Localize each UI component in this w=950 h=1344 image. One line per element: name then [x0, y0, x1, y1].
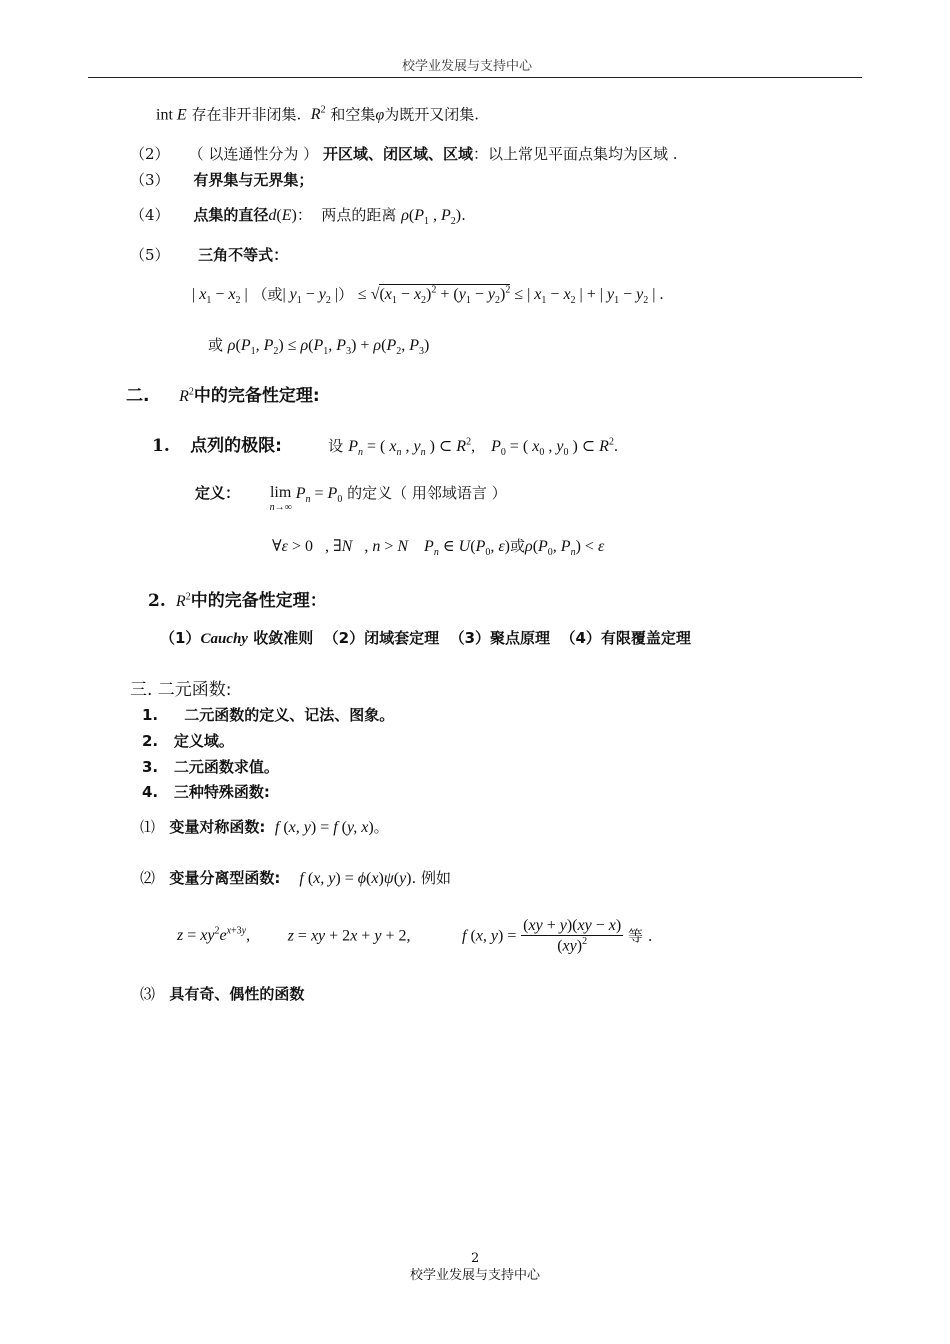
theorem-1-number: （1）: [160, 629, 201, 647]
item-3-text: 有界集与无界集；: [193, 171, 314, 189]
formula-diameter: d(E): [268, 207, 297, 224]
formula-example-1: $z = xy^2e^{x+3y}$,: [177, 926, 251, 945]
formula-point-sequence: $P_n$ = ( $x_n$ , $y_n$ ) ⊂ $R^2$, $P_0$ = ( $x_0$ , $y_0$ ) ⊂ $R^2$.: [348, 436, 618, 459]
header-rule: [88, 77, 862, 78]
section-3-item-1: [142, 706, 394, 724]
text-neither-open-nor-closed: 存在非开非闭集.: [191, 105, 302, 124]
completeness-theorems-list: [160, 629, 691, 648]
sp3-number: ⑶: [140, 985, 156, 1003]
theorem-1-cauchy: Cauchy: [200, 631, 248, 647]
formula-epsilon-n: ∀ε > 0 , ∃N , n > N $P_n$ ∈ $U(P_0$, ε): [272, 538, 510, 559]
s3-item-1-text: 二元函数的定义、记法、图象。: [184, 706, 395, 724]
triangle-inequality-line: [192, 285, 663, 308]
theorem-1-rest: 收敛准则: [253, 629, 314, 647]
sub1-set-text: 设: [328, 437, 344, 455]
formula-limit: lim n→∞ $P_n = P_0$: [269, 484, 343, 513]
text-or-close: ）: [338, 285, 354, 304]
s3-item-4-text: 三种特殊函数:: [173, 783, 270, 801]
formula-sqrt-distance: ≤ $√(x_1 - x_2)^2 + (y_1 - y_2)^2$ ≤ | $x_1 - x_2$ | + | $y_1 - y_2$ | .: [357, 285, 664, 307]
definition-label: 定义：: [195, 484, 241, 502]
section-2-title: 中的完备性定理:: [193, 386, 320, 406]
section-2-heading: [126, 386, 320, 406]
formula-distance: $\rho(P_1$ , $P_2$): [401, 207, 462, 228]
item-3-row: [130, 171, 313, 189]
page-number: 2: [471, 1251, 480, 1266]
sp2-tail: . 例如: [411, 869, 452, 887]
formula-symmetric: f (x, y) = f (y, x): [274, 819, 374, 836]
sub1-heading-row: [152, 436, 618, 459]
item-2-bold: 开区域、闭区域、区域: [322, 145, 473, 163]
s3-item-2-text: 定义域。: [173, 732, 234, 750]
sp3-label: 具有奇、偶性的函数: [169, 985, 305, 1003]
item-5-number: （5）: [130, 246, 170, 264]
text-or: 或: [208, 336, 224, 354]
formula-r2-sub2: $R^2$: [175, 591, 191, 610]
sub2-heading: 中的完备性定理：: [190, 591, 327, 611]
s3-item-4-number: 4.: [142, 783, 159, 801]
formula-int-e: int E: [156, 106, 187, 124]
page-footer: 校学业发展与支持中心: [410, 1268, 541, 1283]
section-3-item-4: [142, 783, 270, 801]
sub2-heading-row: [148, 591, 327, 611]
sp1-label: 变量对称函数:: [169, 818, 266, 836]
item-2-row: [130, 145, 678, 163]
sp2-etc: 等 .: [627, 926, 653, 945]
formula-example-2: z = xy + 2x + y + 2,: [287, 927, 411, 945]
sub1-label: 点列的极限:: [190, 436, 282, 456]
s3-item-1-number: 1.: [142, 706, 159, 724]
formula-abs-y: | $y_1 - y_2$ |: [282, 286, 339, 307]
definition-text: 的定义（ 用邻域语言 ）: [347, 484, 507, 502]
sp2-number: ⑵: [140, 869, 156, 887]
s3-item-3-text: 二元函数求值。: [173, 758, 279, 776]
formula-r2: $R^2$: [310, 105, 326, 124]
separable-examples-row: [177, 916, 652, 956]
empty-set-symbol: φ: [375, 106, 385, 124]
special-function-1-row: [140, 818, 389, 837]
section-3-item-3: [142, 758, 279, 776]
formula-rho-epsilon: $\rho(P_0$, $P_n) < \varepsilon$: [525, 538, 605, 559]
item-2-rest: ：以上常见平面点集均为区域 .: [472, 145, 678, 163]
sp1-tail: 。: [373, 818, 389, 836]
epsilon-definition-line: [272, 537, 604, 559]
formula-separable: f (x, y) = ϕ(x)ψ(y): [299, 870, 412, 887]
formula-r2-section2: $R^2$: [179, 386, 194, 405]
open-closed-sets-line: [156, 105, 479, 125]
item-4-bold: 点集的直径: [193, 206, 269, 224]
section-3-heading: 三. 二元函数:: [130, 680, 232, 700]
item-2-paren: （ 以连通性分为 ）: [188, 145, 319, 163]
theorem-3: （3）聚点原理: [449, 629, 551, 647]
item-2-number: （2）: [130, 145, 170, 163]
item-4-rest: 两点的距离: [321, 206, 397, 224]
text-and-empty-set: 和空集: [330, 105, 376, 124]
formula-example-3: f (x, y) =: [462, 927, 517, 945]
sub1-number: 1.: [152, 436, 170, 456]
section-3-item-2: [142, 732, 234, 750]
epsilon-or-text: 或: [509, 537, 525, 555]
special-function-2-row: [140, 869, 451, 888]
theorem-4: （4）有限覆盖定理: [560, 629, 691, 647]
s3-item-3-number: 3.: [142, 758, 159, 776]
item-3-number: （3）: [130, 171, 170, 189]
sub2-number: 2.: [148, 591, 166, 611]
item-4-number: （4）: [130, 206, 170, 224]
formula-example-3-fraction: $\frac{(xy + y)(xy - x)}{(xy)^2}$: [523, 917, 622, 955]
theorem-2: （2）闭域套定理: [323, 629, 440, 647]
formula-rho-triangle: $\rho(P_1$, $P_2) \le \rho(P_1$, $P_3) + \rho(P_2$, $P_3$): [227, 337, 430, 358]
definition-row: [195, 484, 507, 513]
item-5-row: [130, 246, 288, 264]
formula-abs-x: | $x_1 - x_2$ |: [192, 286, 248, 307]
page-header: 校学业发展与支持中心: [402, 59, 533, 74]
item-4-row: （4） 点集的直径d(E)： 两点的距离 $\rho(P_1$ , $P_2$).: [130, 206, 466, 228]
triangle-inequality-rho-line: [208, 336, 429, 358]
item-5-text: 三角不等式：: [198, 246, 289, 264]
sp2-label: 变量分离型函数:: [169, 869, 281, 887]
section-2-number: 二.: [126, 386, 150, 406]
text-or-open: （或: [252, 285, 283, 304]
special-function-3-row: [140, 985, 304, 1003]
text-both-open-closed: 为既开又闭集.: [384, 105, 479, 124]
sp1-number: ⑴: [140, 818, 156, 836]
s3-item-2-number: 2.: [142, 732, 159, 750]
